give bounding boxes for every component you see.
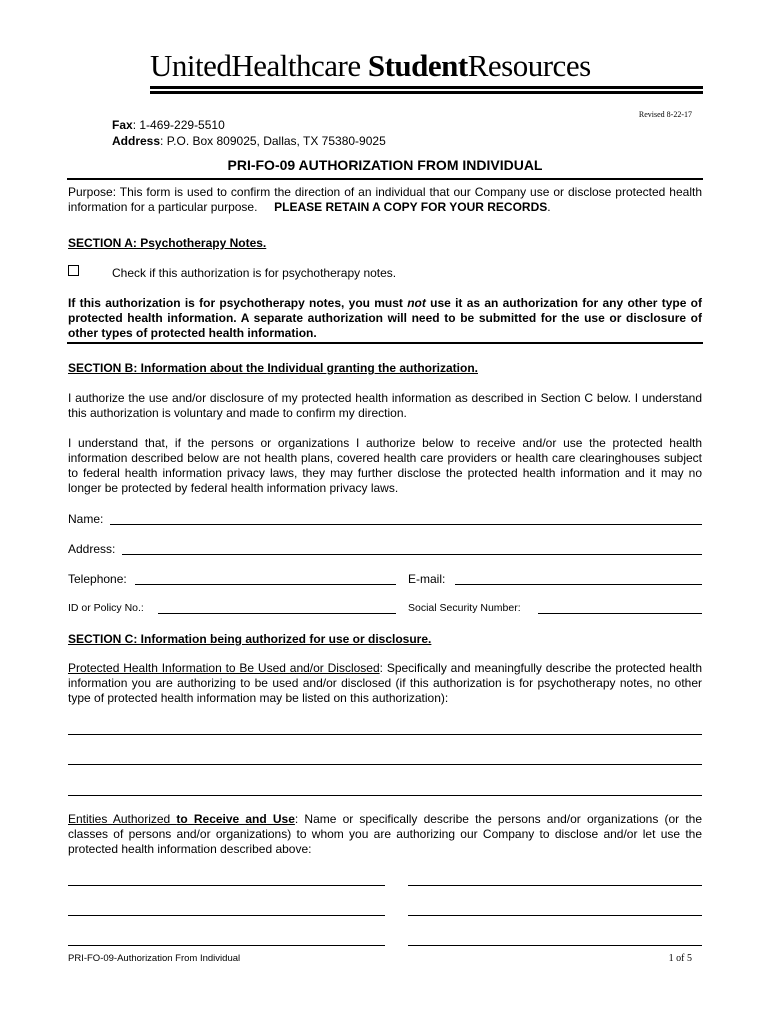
entity-line-left-1[interactable] bbox=[68, 885, 385, 886]
footer-form-id: PRI-FO-09-Authorization From Individual bbox=[68, 953, 241, 964]
phi-line-1[interactable] bbox=[68, 734, 702, 735]
revised-date: Revised 8-22-17 bbox=[638, 110, 692, 119]
telephone-field[interactable] bbox=[135, 584, 396, 585]
phi-paragraph: Protected Health Information to Be Used and/or Disclosed: Specifically and meaningfully describe the protected health information you are authorizing to be used and/or disclosed (if this authorization is for psychotherapy notes, no other type of protected health information may be listed on this authorization): bbox=[68, 661, 702, 705]
entity-line-left-3[interactable] bbox=[68, 945, 385, 946]
box-bottom-border bbox=[67, 342, 703, 344]
header-rule-thin bbox=[150, 91, 703, 94]
id-policy-label: ID or Policy No.: bbox=[68, 602, 144, 614]
email-label: E-mail: bbox=[408, 572, 446, 586]
section-a-heading: SECTION A: Psychotherapy Notes. bbox=[68, 236, 267, 250]
section-b-heading: SECTION B: Information about the Individual granting the authorization. bbox=[68, 361, 478, 375]
section-b-para2: I understand that, if the persons or organizations I authorize below to receive and/or use the protected health information described below are not health plans, covered health care providers or health care clearinghouses subject to federal health information privacy laws, they may further disclose the protected health information and it may no longer be protected by federal health information privacy laws. bbox=[68, 436, 702, 495]
address-line: Address: P.O. Box 809025, Dallas, TX 75380-9025 bbox=[112, 134, 386, 148]
form-title: PRI-FO-09 AUTHORIZATION FROM INDIVIDUAL bbox=[227, 157, 543, 173]
section-a-warning: If this authorization is for psychotherapy notes, you must not use it as an authorization for any other type of protected health information. A separate authorization will need to be submitted for the use or disclosure of other types of protected health information. bbox=[68, 296, 703, 340]
name-label: Name: bbox=[68, 512, 104, 526]
psychotherapy-checkbox-label: Check if this authorization is for psychotherapy notes. bbox=[112, 266, 397, 280]
address-field[interactable] bbox=[122, 554, 702, 555]
phi-line-2[interactable] bbox=[68, 764, 702, 765]
psychotherapy-checkbox[interactable] bbox=[68, 265, 79, 276]
company-logo: UnitedHealthcare StudentResources bbox=[150, 48, 591, 83]
entity-line-right-3[interactable] bbox=[408, 945, 702, 946]
entity-line-left-2[interactable] bbox=[68, 915, 385, 916]
purpose-paragraph: Purpose: This form is used to confirm the direction of an individual that our Company use or disclose protected health information for a particular purpose. PLEASE RETAIN A COPY FOR YOUR RECORDS. bbox=[68, 185, 702, 214]
telephone-label: Telephone: bbox=[68, 572, 127, 586]
address-label: Address: bbox=[68, 542, 116, 556]
box-top-border bbox=[67, 178, 703, 180]
ssn-label: Social Security Number: bbox=[408, 602, 521, 614]
entity-line-right-2[interactable] bbox=[408, 915, 702, 916]
email-field[interactable] bbox=[455, 584, 702, 585]
phi-line-3[interactable] bbox=[68, 795, 702, 796]
page-number: 1 of 5 bbox=[668, 953, 692, 964]
header-rule-thick bbox=[150, 86, 703, 89]
name-field[interactable] bbox=[110, 524, 702, 525]
entities-paragraph: Entities Authorized to Receive and Use: Name or specifically describe the persons and/or organizations (or the classes of persons and/or organizations) to whom you are authorizing our Company to disclose and/or let use the protected health information described above: bbox=[68, 812, 703, 856]
section-c-heading: SECTION C: Information being authorized for use or disclosure. bbox=[68, 632, 432, 646]
entity-line-right-1[interactable] bbox=[408, 885, 702, 886]
section-b-para1: I authorize the use and/or disclosure of my protected health information as described in Section C below. I understand this authorization is voluntary and made to confirm my direction. bbox=[68, 391, 702, 420]
id-policy-field[interactable] bbox=[158, 613, 396, 614]
ssn-field[interactable] bbox=[538, 613, 702, 614]
fax-line: Fax: 1-469-229-5510 bbox=[112, 118, 225, 132]
